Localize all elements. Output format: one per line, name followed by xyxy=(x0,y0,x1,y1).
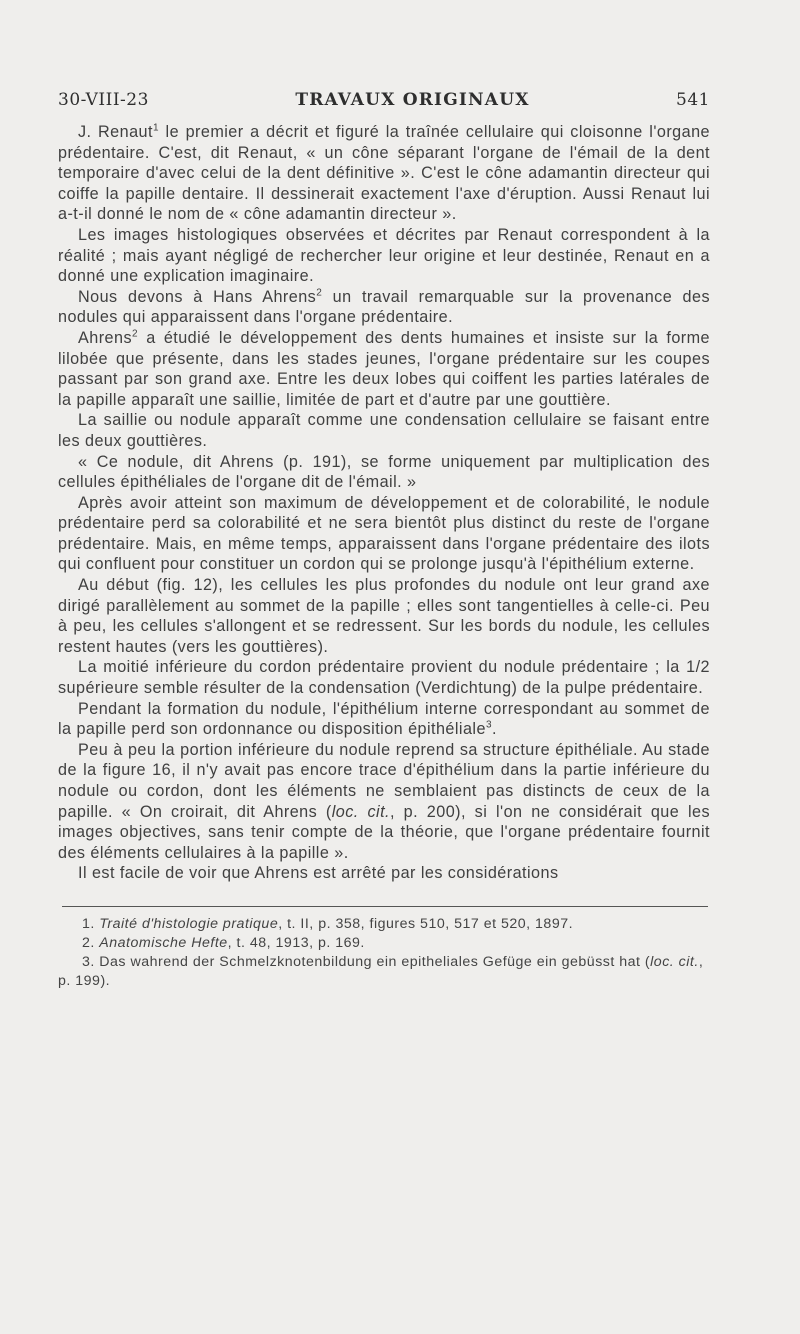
paragraph: La saillie ou nodule apparaît comme une condensation cellulaire se faisant entre les deux gouttières. xyxy=(58,411,710,450)
header-title: TRAVAUX ORIGINAUX xyxy=(295,90,530,110)
running-header xyxy=(58,90,710,120)
page-number: 541 xyxy=(676,90,710,110)
paragraph: Au début (fig. 12), les cellules les plus profondes du nodule ont leur grand axe dirigé parallèlement au sommet de la papille ; elles sont tangentielles à celle-ci. Peu à peu, les cellules s'allongent et se redressent. Sur les bords du nodule, les cellules restent hautes (vers les gouttières). xyxy=(58,576,710,656)
page xyxy=(58,90,710,991)
paragraph: J. Renaut$^1$ le premier a décrit et figuré la traînée cellulaire qui cloisonne l'organe prédentaire. C'est, dit Renaut, « un cône séparant l'organe de l'émail de la dent temporaire d'avec celui de la dent définitive ». C'est le cône adamantin directeur qui coiffe la papille dentaire. Il dessinerait exactement l'axe d'éruption. Aussi Renaut lui a-t-il donné le nom de « cône adamantin directeur ». xyxy=(58,122,710,224)
footnote-ref: 3 xyxy=(485,719,492,731)
paragraph: Nous devons à Hans Ahrens$^2$ un travail remarquable sur la provenance des nodules qui apparaissent dans l'organe prédentaire. xyxy=(58,287,710,327)
body-text xyxy=(58,122,710,884)
paragraph: Peu à peu la portion inférieure du nodule reprend sa structure épithéliale. Au stade de la figure 16, il n'y avait pas encore trace d'épithélium dans la partie inférieure du nodule ou cordon, dont les éléments ne semblaient pas distincts de ceux de la papille. « On croirait, dit Ahrens (loc. cit., p. 200), si l'on ne considérait que les images objectives, sans tenir compte de la théorie, que l'organe prédentaire fournit des éléments cellulaires à la papille ». xyxy=(58,740,710,862)
header-date-code: 30-VIII-23 xyxy=(58,90,149,110)
paragraph: Pendant la formation du nodule, l'épithélium interne correspondant au sommet de la papille perd son ordonnance ou disposition épithéliale$^3$. xyxy=(58,699,710,739)
footnote-ref: 1 xyxy=(152,122,159,134)
footnote: 3. Das wahrend der Schmelzknotenbildung ein epitheliales Gefüge ein gebüsst hat (loc. cit., p. 199). xyxy=(58,953,704,989)
footnotes xyxy=(58,915,710,991)
footnote-ref: 2 xyxy=(316,287,323,299)
footnote-ref: 2 xyxy=(132,328,139,340)
footnote: 2. Anatomische Hefte, t. 48, 1913, p. 169. xyxy=(82,934,365,951)
paragraph: Les images histologiques observées et décrites par Renaut correspondent à la réalité ; mais ayant négligé de rechercher leur origine et leur destinée, Renaut en a donné une explication imaginaire. xyxy=(58,225,710,286)
paragraph: Il est facile de voir que Ahrens est arrêté par les considérations xyxy=(78,864,559,883)
paragraph: « Ce nodule, dit Ahrens (p. 191), se forme uniquement par multiplication des cellules épithéliales de l'organe dit de l'émail. » xyxy=(58,452,710,492)
paragraph: Après avoir atteint son maximum de développement et de colorabilité, le nodule prédentaire perd sa colorabilité et ne sera bientôt plus distinct du reste de l'organe prédentaire. Mais, en même temps, apparaissent dans l'organe prédentaire des ilots qui confluent pour constituer un cordon qui se prolonge jusqu'à l'épithélium externe. xyxy=(58,493,710,574)
footnote-separator xyxy=(62,906,708,907)
footnote: 1. Traité d'histologie pratique, t. II, p. 358, figures 510, 517 et 520, 1897. xyxy=(82,915,574,932)
paragraph: La moitié inférieure du cordon prédentaire provient du nodule prédentaire ; la 1/2 supérieure semble résulter de la condensation (Verdichtung) de la pulpe prédentaire. xyxy=(58,658,710,698)
paragraph: Ahrens$^2$ a étudié le développement des dents humaines et insiste sur la forme lilobée que présente, dans les stades jeunes, l'organe prédentaire sur les coupes passant par son grand axe. Entre les deux lobes qui coiffent les parties latérales de la papille apparaît une saillie, limitée de part et d'autre par une gouttière. xyxy=(58,328,710,409)
